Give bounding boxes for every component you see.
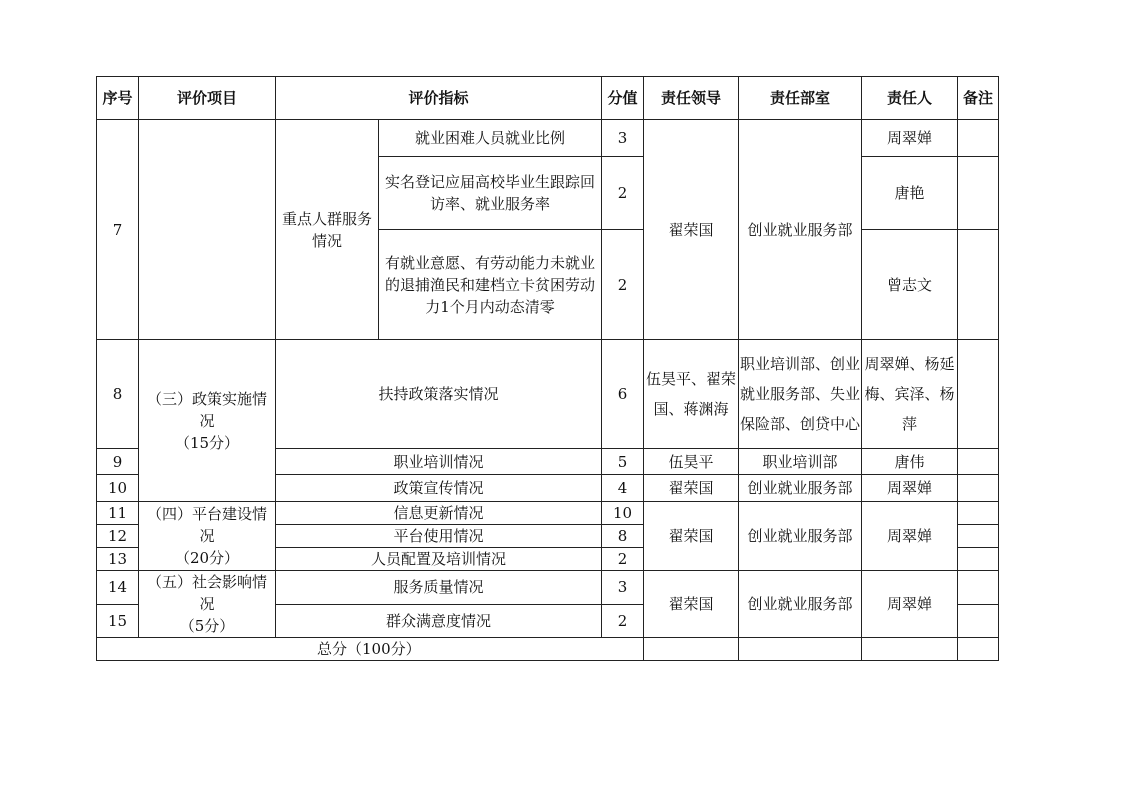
group-item-label: （四）平台建设情况	[146, 505, 267, 545]
leader-cell: 翟荣国	[644, 475, 739, 502]
header-indicator: 评价指标	[276, 77, 602, 120]
indicator-cell: 人员配置及培训情况	[276, 548, 602, 571]
score-cell: 8	[602, 525, 644, 548]
score-cell: 4	[602, 475, 644, 502]
note-cell	[958, 475, 999, 502]
indicator-cell: 平台使用情况	[276, 525, 602, 548]
leader-cell: 翟荣国	[644, 502, 739, 571]
note-cell	[958, 340, 999, 449]
note-cell	[958, 120, 999, 157]
person-cell: 唐艳	[862, 157, 958, 230]
score-cell: 5	[602, 449, 644, 475]
score-cell: 6	[602, 340, 644, 449]
note-cell	[958, 525, 999, 548]
person-cell: 周翠婵	[862, 475, 958, 502]
note-cell	[958, 449, 999, 475]
person-cell	[862, 638, 958, 661]
leader-cell	[644, 638, 739, 661]
indicator-cell: 实名登记应届高校毕业生跟踪回访率、就业服务率	[379, 157, 602, 230]
sub-item-cell: 重点人群服务情况	[276, 120, 379, 340]
seq-cell: 14	[97, 571, 139, 605]
note-cell	[958, 502, 999, 525]
indicator-cell: 服务质量情况	[276, 571, 602, 605]
dept-cell	[739, 638, 862, 661]
dept-cell: 创业就业服务部	[739, 120, 862, 340]
evaluation-table	[96, 76, 999, 661]
indicator-cell: 信息更新情况	[276, 502, 602, 525]
table-row	[97, 120, 999, 157]
indicator-cell: 就业困难人员就业比例	[379, 120, 602, 157]
note-cell	[958, 638, 999, 661]
group-item-points: （15分）	[174, 433, 240, 452]
table-row	[97, 571, 999, 605]
leader-cell: 翟荣国	[644, 571, 739, 638]
seq-cell: 8	[97, 340, 139, 449]
note-cell	[958, 548, 999, 571]
indicator-cell: 扶持政策落实情况	[276, 340, 602, 449]
group-item-cell	[139, 502, 276, 571]
seq-cell: 15	[97, 604, 139, 638]
score-cell: 3	[602, 120, 644, 157]
dept-cell: 职业培训部	[739, 449, 862, 475]
header-note: 备注	[958, 77, 999, 120]
group-item-label: （三）政策实施情况	[146, 389, 267, 430]
score-cell: 2	[602, 604, 644, 638]
group-item-cell	[139, 340, 276, 502]
person-cell: 周翠婵	[862, 502, 958, 571]
leader-cell: 伍昊平	[644, 449, 739, 475]
dept-cell: 创业就业服务部	[739, 475, 862, 502]
person-cell: 曾志文	[862, 230, 958, 340]
person-cell: 周翠婵	[862, 120, 958, 157]
note-cell	[958, 604, 999, 638]
score-cell: 2	[602, 230, 644, 340]
group-item-label: （五）社会影响情况	[146, 573, 267, 613]
header-dept: 责任部室	[739, 77, 862, 120]
table-row	[97, 340, 999, 449]
seq-cell: 9	[97, 449, 139, 475]
person-cell: 周翠婵	[862, 571, 958, 638]
indicator-cell: 职业培训情况	[276, 449, 602, 475]
dept-cell: 职业培训部、创业就业服务部、失业保险部、创贷中心	[739, 340, 862, 449]
indicator-cell: 有就业意愿、有劳动能力未就业的退捕渔民和建档立卡贫困劳动力1个月内动态清零	[379, 230, 602, 340]
score-cell: 10	[602, 502, 644, 525]
score-cell: 2	[602, 157, 644, 230]
total-row	[97, 638, 999, 661]
group-item-cell	[139, 571, 276, 638]
dept-cell: 创业就业服务部	[739, 571, 862, 638]
total-label: 总分（100分）	[97, 638, 644, 661]
item-cell-empty	[139, 120, 276, 340]
header-score: 分值	[602, 77, 644, 120]
dept-cell: 创业就业服务部	[739, 502, 862, 571]
header-person: 责任人	[862, 77, 958, 120]
seq-cell: 13	[97, 548, 139, 571]
seq-cell: 11	[97, 502, 139, 525]
note-cell	[958, 157, 999, 230]
score-cell: 3	[602, 571, 644, 605]
group-item-points: （5分）	[179, 617, 235, 635]
header-item: 评价项目	[139, 77, 276, 120]
indicator-cell: 群众满意度情况	[276, 604, 602, 638]
header-row	[97, 77, 999, 120]
indicator-cell: 政策宣传情况	[276, 475, 602, 502]
seq-cell: 12	[97, 525, 139, 548]
table-row	[97, 502, 999, 525]
leader-cell: 翟荣国	[644, 120, 739, 340]
header-leader: 责任领导	[644, 77, 739, 120]
group-item-points: （20分）	[174, 549, 240, 567]
person-cell: 周翠婵、杨延梅、宾泽、杨萍	[862, 340, 958, 449]
seq-cell: 7	[97, 120, 139, 340]
seq-cell: 10	[97, 475, 139, 502]
note-cell	[958, 571, 999, 605]
person-cell: 唐伟	[862, 449, 958, 475]
score-cell: 2	[602, 548, 644, 571]
note-cell	[958, 230, 999, 340]
header-seq: 序号	[97, 77, 139, 120]
leader-cell: 伍昊平、翟荣国、蒋渊海	[644, 340, 739, 449]
